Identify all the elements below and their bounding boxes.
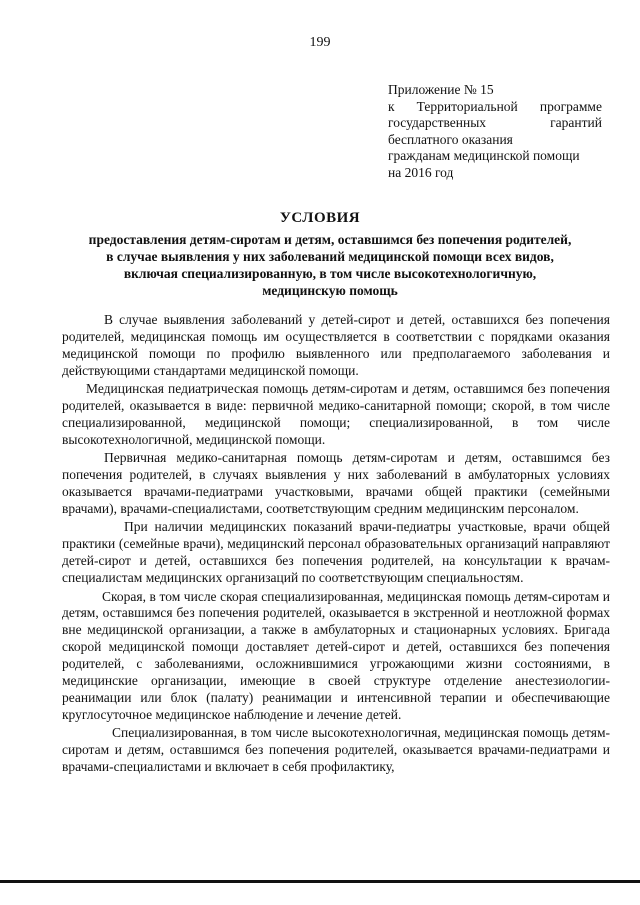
- document-title: УСЛОВИЯ: [279, 210, 361, 226]
- paragraph-4: При наличии медицинских показаний врачи-педиатры участковые, врачи общей практики (семейные врачи), медицинский персонал образовательных организаций направляют детей-сирот и детей, оставшихся без попечения родителей, на консультации к врачам-специалистам медицинских организаций по соответствующим специальностям.: [62, 519, 610, 586]
- appendix-line-3-right: гарантий: [550, 115, 602, 131]
- appendix-line-3-left: государственных: [388, 115, 487, 131]
- document-body: [62, 312, 610, 777]
- paragraph-6: Специализированная, в том числе высокотехнологичная, медицинская помощь детям-сиротам и детям, оставшимся без попечения родителей, оказывается врачами-педиатрами и врачами-специалистами и включает в себя профилактику,: [62, 725, 610, 775]
- appendix-block: [388, 82, 602, 182]
- appendix-line-3: [388, 115, 602, 132]
- paragraph-1: В случае выявления заболеваний у детей-сирот и детей, оставшихся без попечения родителей, медицинская помощь им осуществляется в соответствии с порядками оказания медицинской помощи по профилю выявленного или предполагаемого заболевания и действующими стандартами медицинской помощи.: [62, 312, 610, 378]
- appendix-line-2: [388, 99, 602, 116]
- paragraph-5: Скорая, в том числе скорая специализированная, медицинская помощь детям-сиротам и детям, оставшимся без попечения родителей, оказывается в экстренной и неотложной формах вне медицинской организации, а также в амбулаторных и стационарных условиях. Бригада скорой медицинской помощи доставляет детей-сирот и детей, оставшихся без попечения родителей, с заболеваниями, осложнившимися угрожающими жизни состояниями, в медицинские организации, имеющие в своей структуре отделение анестезиологии-реанимации или блок (палату) реанимации и интенсивной терапии и обеспечивающие круглосуточное медицинское наблюдение и лечение детей.: [62, 588, 610, 722]
- appendix-line-5: гражданам медицинской помощи: [388, 148, 580, 164]
- appendix-line-4: бесплатного оказания: [388, 131, 513, 147]
- appendix-line-1: Приложение № 15: [388, 82, 494, 97]
- paragraph-3: Первичная медико-санитарная помощь детям-сиротам и детям, оставшимся без попечения родителей, в случаях выявления у них заболеваний в амбулаторных условиях оказывается врачами-педиатрами участковыми, врачами общей практики (семейными врачами), врачами-специалистами, соответствующим средним медицинским персоналом.: [62, 450, 610, 516]
- subtitle-line-1: предоставления детям-сиротам и детям, оставшимся без попечения родителей,: [88, 232, 572, 247]
- appendix-line-2-right: программе: [539, 98, 602, 114]
- subtitle-line-4: медицинскую помощь: [262, 283, 398, 298]
- subtitle-line-3: включая специализированную, в том числе высокотехнологичную,: [123, 266, 537, 281]
- paragraph-2: Медицинская педиатрическая помощь детям-сиротам и детям, оставшимся без попечения родителей, оказывается в виде: первичной медико-санитарной помощи; скорой, в том числе специализированной, медицинской помощи; специализированной, в том числе высокотехнологичной, медицинской помощи.: [62, 381, 610, 447]
- appendix-line-6: на 2016 год: [388, 164, 454, 180]
- subtitle-line-2: в случае выявления у них заболеваний медицинской помощи всех видов,: [106, 249, 554, 264]
- appendix-line-2-left: к: [388, 98, 395, 114]
- appendix-line-2-mid: Территориальной: [416, 98, 518, 114]
- document-subtitle: [60, 231, 600, 299]
- page-number: 199: [309, 35, 331, 50]
- bottom-rule: [0, 880, 640, 883]
